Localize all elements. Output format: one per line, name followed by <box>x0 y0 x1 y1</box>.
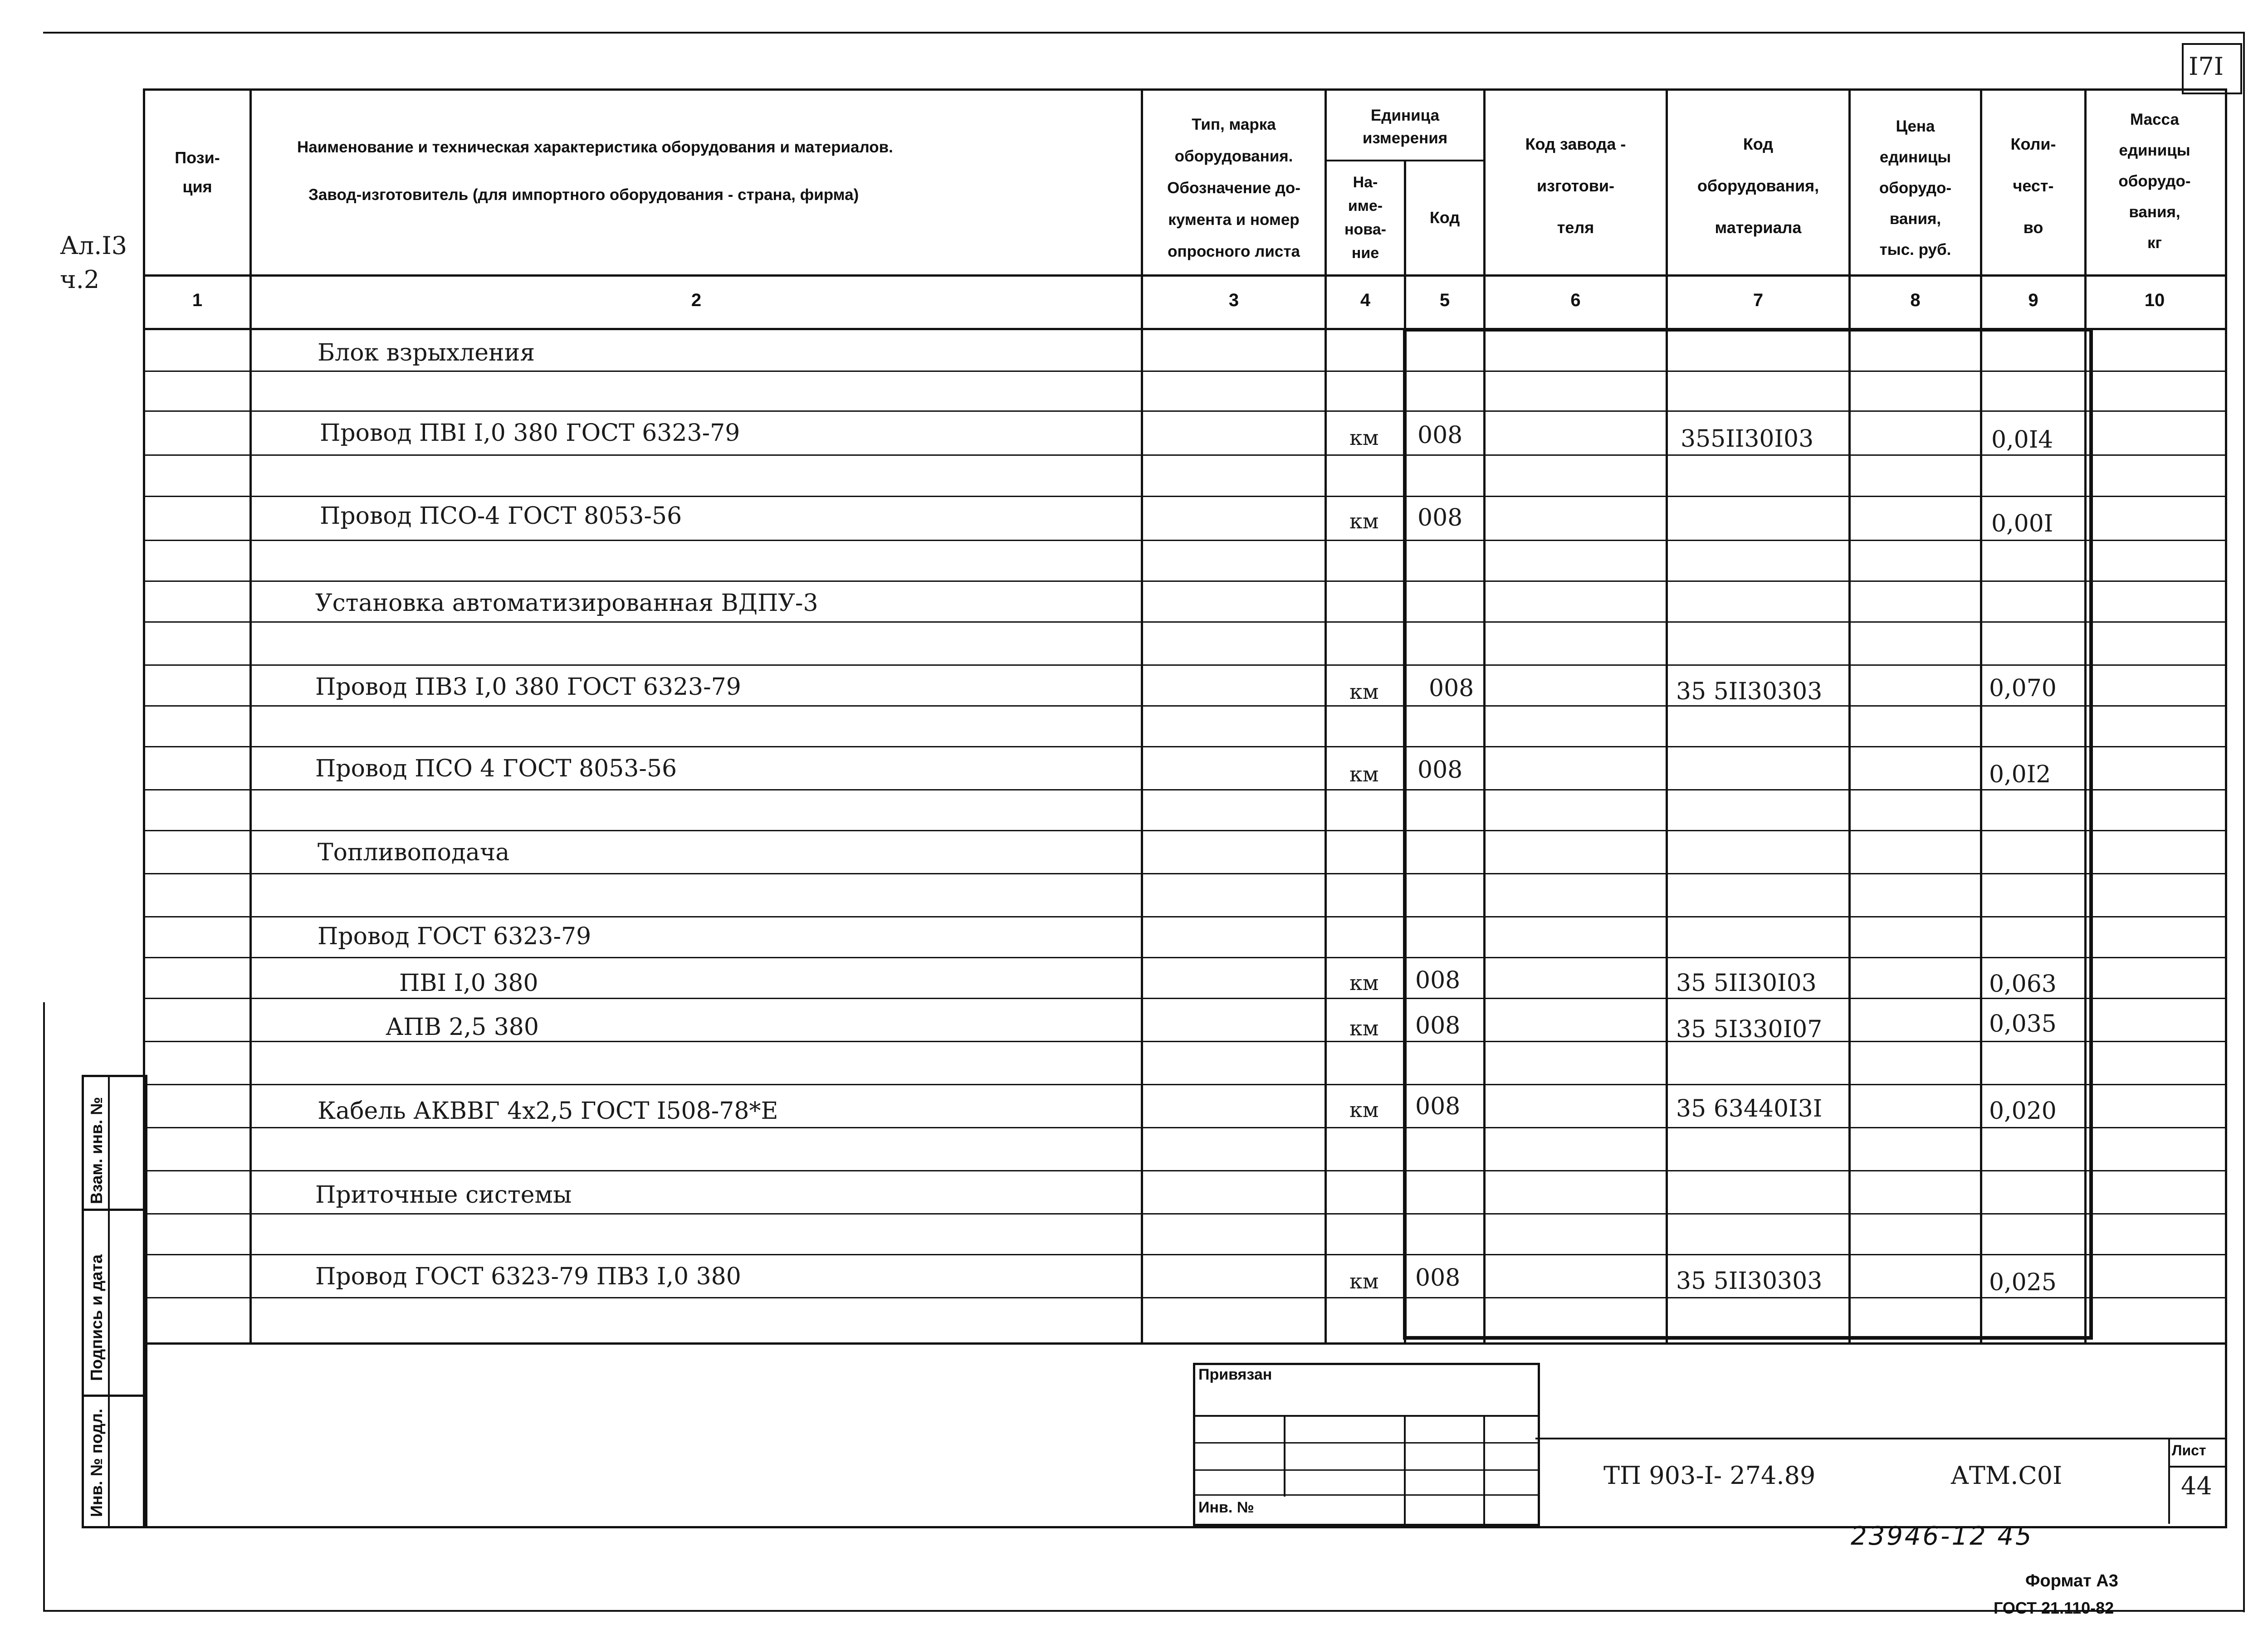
row-name: АПВ 2,5 380 <box>386 1014 539 1041</box>
row-unit: км <box>1349 971 1379 995</box>
header-unit-name: На- име- нова- ние <box>1344 174 1386 262</box>
right-rule <box>2243 32 2245 1612</box>
row-line <box>143 621 2225 623</box>
row-quantity: 0,035 <box>1989 1010 2057 1038</box>
row-unit: км <box>1349 509 1379 533</box>
privyazan-label: Привязан <box>1198 1366 1272 1383</box>
row-quantity: 0,025 <box>1989 1269 2057 1296</box>
row-material-code: 35 5I330I07 <box>1676 1016 1823 1043</box>
col-number-8: 8 <box>1910 290 1921 310</box>
row-line <box>143 1170 2225 1171</box>
side-stamp-row <box>82 1395 145 1397</box>
header-factory-code: Код завода - изготови- теля <box>1525 135 1626 237</box>
row-name: ПВI I,0 380 <box>399 970 538 997</box>
header-bottom-line <box>143 274 2225 277</box>
col-number-9: 9 <box>2028 290 2038 310</box>
row-line <box>143 1041 2225 1042</box>
header-type: Тип, марка оборудования. Обозначение до- кумента и номер опросного листа <box>1167 116 1300 260</box>
side-label-inv-podl: Инв. № подл. <box>87 1409 106 1517</box>
sheet-label: Лист <box>2172 1442 2206 1458</box>
row-unit: км <box>1349 1097 1379 1122</box>
title-sheet-divider <box>2168 1438 2170 1524</box>
row-line <box>143 580 2225 582</box>
row-name: Кабель АКВВГ 4х2,5 ГОСТ I508-78*Е <box>318 1097 778 1125</box>
row-code: 008 <box>1415 967 1461 994</box>
row-material-code: 355II30I03 <box>1681 425 1814 453</box>
row-quantity: 0,063 <box>1989 971 2057 998</box>
row-line <box>143 1213 2225 1215</box>
row-unit: км <box>1349 1269 1379 1293</box>
row-code: 008 <box>1415 1093 1461 1120</box>
row-line <box>143 1297 2225 1298</box>
privyazan-col <box>1483 1415 1485 1524</box>
doc-mark: АТМ.С0I <box>1950 1461 2063 1490</box>
privyazan-col <box>1404 1415 1406 1524</box>
privyazan-line <box>1193 1415 1538 1417</box>
col-line-1 <box>249 88 252 1345</box>
bold-data-box <box>1403 328 2093 1340</box>
col-number-3: 3 <box>1228 290 1239 310</box>
row-line <box>143 916 2225 917</box>
header-unit-code: Код <box>1429 208 1460 227</box>
header-price: Цена единицы оборудо- вания, тыс. руб. <box>1879 117 1952 259</box>
header-name-line2: Завод-изготовитель (для импортного оборудования - страна, фирма) <box>308 186 859 204</box>
header-name-line1: Наименование и техническая характеристика оборудования и материалов. <box>297 138 893 156</box>
header-unit-group: Единица измерения <box>1362 107 1448 147</box>
col-number-6: 6 <box>1570 290 1581 310</box>
left-rule <box>43 1002 45 1612</box>
row-unit: км <box>1349 679 1379 704</box>
row-code: 008 <box>1415 1012 1461 1039</box>
col-line-3 <box>1325 88 1327 1345</box>
row-name: Провод ПСО-4 ГОСТ 8053-56 <box>320 502 682 530</box>
gost-label: ГОСТ 21.110-82 <box>1994 1599 2114 1617</box>
row-name: Топливоподача <box>318 839 510 866</box>
side-label-vzam: Взам. инв. № <box>87 1097 106 1204</box>
title-sheet-label-line <box>2168 1466 2225 1468</box>
row-code: 008 <box>1418 756 1463 784</box>
header-position: Пози- ция <box>175 148 220 196</box>
row-unit: км <box>1349 425 1379 450</box>
doc-code: ТП 903-I- 274.89 <box>1603 1461 1816 1490</box>
row-quantity: 0,00I <box>1991 510 2053 537</box>
row-name: Блок взрыхления <box>318 339 535 366</box>
privyazan-line <box>1193 1442 1538 1444</box>
privyazan-line <box>1193 1469 1538 1471</box>
row-code: 008 <box>1418 504 1463 532</box>
side-label-podpis: Подпись и дата <box>87 1254 106 1381</box>
col-number-10: 10 <box>2144 290 2165 310</box>
row-line <box>143 1127 2225 1128</box>
header-material-code: Код оборудования, материала <box>1697 135 1819 237</box>
privyazan-col <box>1284 1415 1286 1497</box>
row-line <box>143 789 2225 790</box>
row-material-code: 35 5II30303 <box>1676 678 1823 705</box>
row-line <box>143 371 2225 372</box>
row-quantity: 0,020 <box>1989 1097 2057 1125</box>
row-quantity: 0,070 <box>1989 675 2057 702</box>
row-material-code: 35 5II30303 <box>1676 1268 1823 1295</box>
row-line <box>143 873 2225 874</box>
row-line <box>143 746 2225 747</box>
row-name: Провод ГОСТ 6323-79 <box>318 923 591 950</box>
margin-label-1: Ал.I3 <box>60 231 127 260</box>
row-unit: км <box>1349 762 1379 786</box>
header-mass: Масса единицы оборудо- вания, кг <box>2118 111 2191 252</box>
row-line <box>143 1254 2225 1255</box>
row-material-code: 35 63440I3I <box>1676 1095 1823 1122</box>
row-line <box>143 540 2225 541</box>
margin-label-2: ч.2 <box>60 265 100 294</box>
row-code: 008 <box>1415 1264 1461 1292</box>
top-sheet-number: I7I <box>2189 52 2224 81</box>
row-material-code: 35 5II30I03 <box>1676 970 1817 997</box>
col-number-1: 1 <box>192 290 203 310</box>
row-code: 008 <box>1418 422 1463 449</box>
col-number-2: 2 <box>691 290 702 310</box>
top-rule <box>43 32 2243 34</box>
row-quantity: 0,0I4 <box>1991 426 2053 454</box>
row-line <box>143 410 2225 412</box>
row-name: Провод ГОСТ 6323-79 ПВ3 I,0 380 <box>315 1263 741 1290</box>
row-line <box>143 496 2225 497</box>
col-number-5: 5 <box>1439 290 1450 310</box>
handwritten-number: 23946-12 45 <box>1851 1522 2033 1551</box>
row-name: Установка автоматизированная ВДПУ-3 <box>315 590 818 617</box>
row-unit: км <box>1349 1016 1379 1040</box>
row-line <box>143 705 2225 707</box>
col-line-2 <box>1141 88 1143 1345</box>
row-line <box>143 1084 2225 1085</box>
header-quantity: Коли- чест- во <box>2010 135 2056 237</box>
inv-no-label: Инв. № <box>1198 1499 1254 1516</box>
col-number-4: 4 <box>1360 290 1371 310</box>
format-label: Формат А3 <box>2025 1571 2118 1590</box>
side-stamp-row <box>82 1209 145 1211</box>
sheet-value: 44 <box>2181 1472 2212 1500</box>
row-line <box>143 1342 2225 1345</box>
row-name: Провод ПВI I,0 380 ГОСТ 6323-79 <box>320 419 740 447</box>
bottom-rule <box>43 1610 2245 1612</box>
row-line <box>143 957 2225 958</box>
row-name: Провод ПСО 4 ГОСТ 8053-56 <box>315 755 677 782</box>
row-line <box>143 664 2225 666</box>
row-quantity: 0,0I2 <box>1989 761 2051 788</box>
row-line <box>143 830 2225 831</box>
privyazan-line <box>1193 1494 1538 1496</box>
row-line <box>143 998 2225 999</box>
row-code: 008 <box>1429 675 1474 702</box>
col-number-7: 7 <box>1753 290 1764 310</box>
side-stamp-divider <box>108 1075 110 1526</box>
row-name: Провод ПВ3 I,0 380 ГОСТ 6323-79 <box>315 673 741 701</box>
row-name: Приточные системы <box>315 1181 572 1209</box>
row-line <box>143 454 2225 456</box>
title-block-top <box>1535 1438 2225 1439</box>
